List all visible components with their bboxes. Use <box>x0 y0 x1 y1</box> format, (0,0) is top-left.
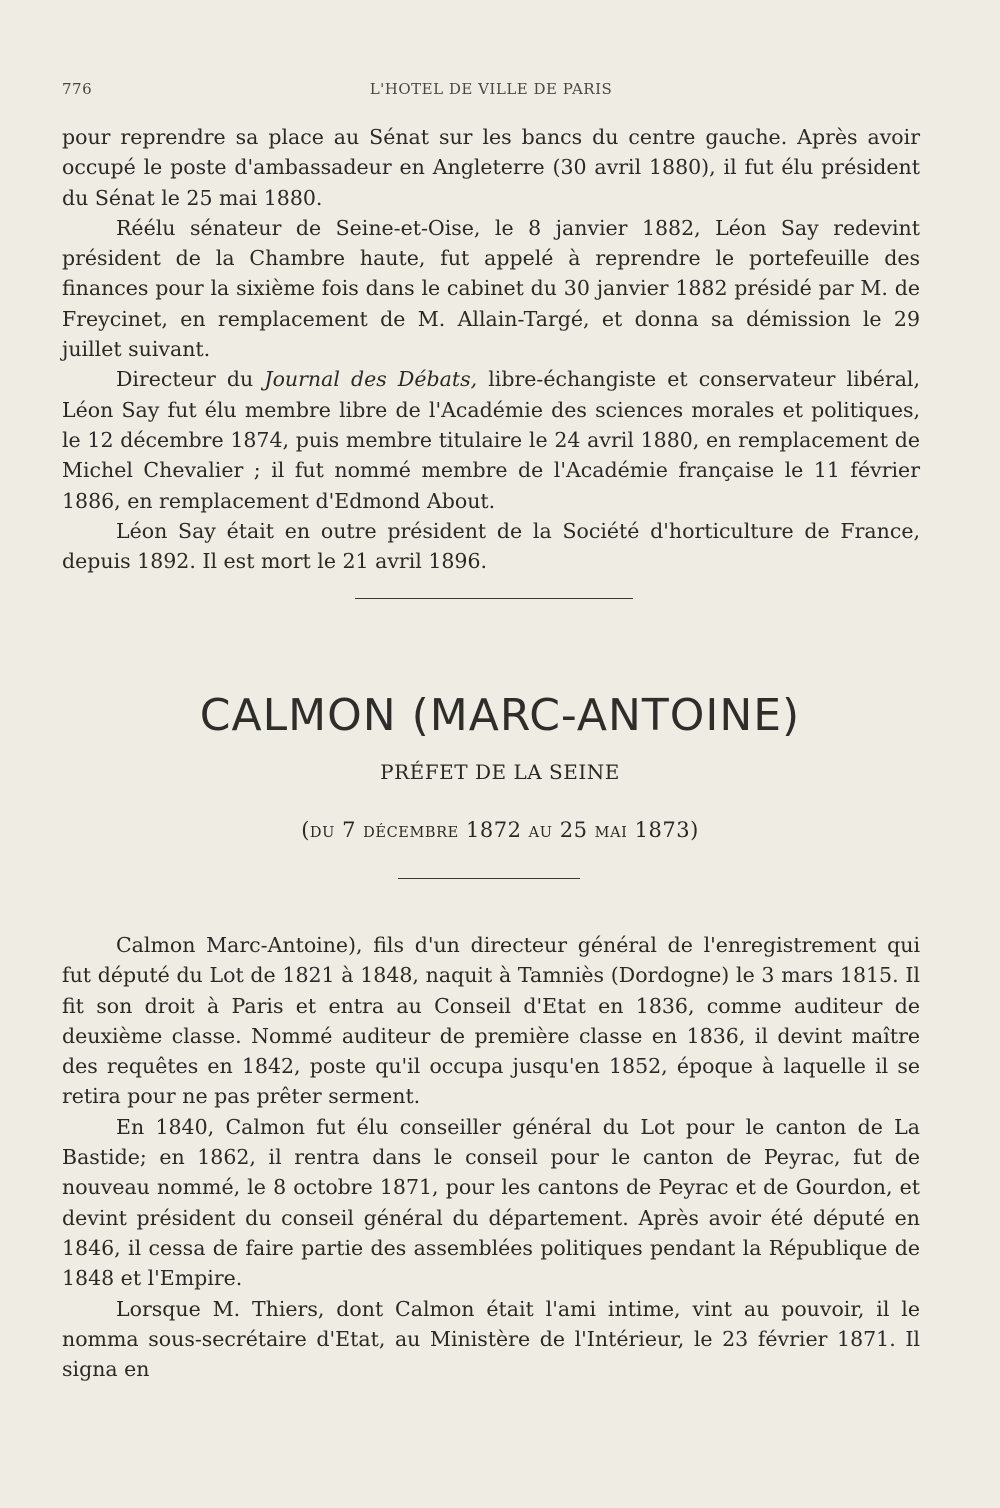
text-run: ( <box>301 818 310 842</box>
text-run: 25 <box>552 818 595 842</box>
running-title: L'HOTEL DE VILLE DE PARIS <box>369 80 613 98</box>
paragraph: Réélu sénateur de Seine-et-Oise, le 8 janvier 1882, Léon Say redevint président de la Chambre haute, fut appelé à reprendre le portefeuille des finances pour la sixième fois dans le cabinet du 30 janvier 1882 présidé par M. de Freycinet, en remplacement de M. Allain-Targé, et donna sa démission le 29 juillet suivant. <box>62 215 920 362</box>
paragraph: Calmon Marc-Antoine), fils d'un directeur général de l'enregistrement qui fut député du Lot de 1821 à 1848, naquit à Tamniès (Dordogne) le 3 mars 1815. Il fit son droit à Paris et entra au Conseil d'Etat en 1836, comme auditeur de deuxième classe. Nommé auditeur de première classe en 1836, il devint maître des requêtes en 1842, poste qu'il occupa jusqu'en 1852, époque à laquelle il se retira pour ne pas prêter serment. <box>62 933 920 1109</box>
text-run: DÉCEMBRE <box>363 825 459 841</box>
section-heading: CALMON (MARC-ANTOINE) <box>199 690 801 741</box>
paragraph: pour reprendre sa place au Sénat sur les bancs du centre gauche. Après avoir occupé le poste d'ambassadeur en Angleterre (30 avril 1880), il fut élu président du Sénat le 25 mai 1880. <box>62 125 920 210</box>
page-number: 776 <box>62 80 93 98</box>
section-calmon-text <box>62 930 920 1384</box>
section-divider <box>355 598 633 599</box>
text-run: MAI <box>594 825 628 841</box>
paragraph: Lorsque M. Thiers, dont Calmon était l'ami intime, vint au pouvoir, il le nomma sous-secrétaire d'Etat, au Ministère de l'Intérieur, le 23 février 1871. Il signa en <box>62 1296 920 1382</box>
text-run: libre-échangiste et conservateur libéral, Léon Say fut élu membre libre de l'Académie des sciences morales et politiques, le 12 décembre 1874, puis membre titulaire le 24 avril 1880, en remplacement de Michel Chevalier ; il fut nommé membre de l'Académie française le 11 février 1886, en remplacement d'Edmond About. <box>62 367 920 513</box>
journal-title: Journal des Débats, <box>264 367 478 392</box>
running-header <box>62 80 920 104</box>
paragraph: Léon Say était en outre président de la Société d'horticulture de France, depuis 1892. Il est mort le 21 avril 1896. <box>62 518 920 574</box>
term-dates <box>0 818 1000 842</box>
text-run: 1873) <box>627 818 699 842</box>
text-run: 1872 <box>458 818 529 842</box>
heading-divider <box>398 878 580 879</box>
section-subtitle: PRÉFET DE LA SEINE <box>380 760 620 784</box>
section-say-text <box>62 122 920 576</box>
text-run: AU <box>528 825 553 841</box>
text-run: 7 <box>334 818 364 842</box>
text-run: DU <box>309 825 335 841</box>
paragraph: En 1840, Calmon fut élu conseiller général du Lot pour le canton de La Bastide; en 1862, il rentra dans le conseil pour le canton de Peyrac, fut de nouveau nommé, le 8 octobre 1871, pour les cantons de Peyrac et de Gourdon, et devint président du conseil général du département. Après avoir été député en 1846, il cessa de faire partie des assemblées politiques pendant la République de 1848 et l'Empire. <box>62 1114 920 1291</box>
text-run: Directeur du <box>116 367 265 392</box>
paragraph <box>62 364 920 515</box>
